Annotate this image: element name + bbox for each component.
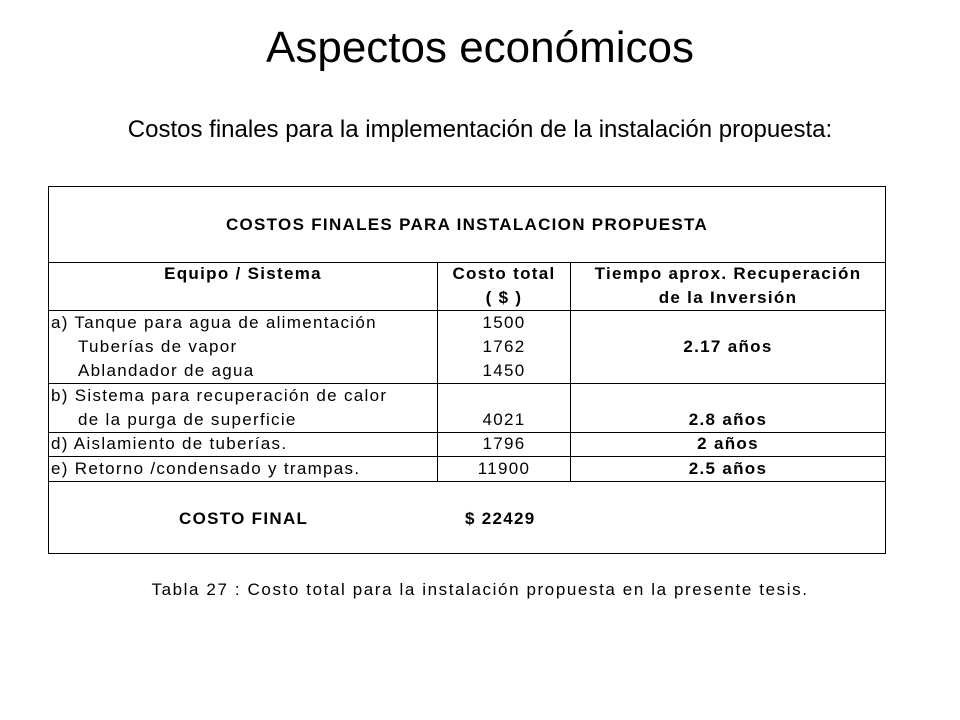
slide-subtitle: Costos finales para la implementación de la instalación propuesta: — [127, 116, 833, 143]
table-title: COSTOS FINALES PARA INSTALACION PROPUESTA — [225, 215, 709, 234]
total-label: COSTO FINAL — [179, 509, 309, 528]
header-costo: Costo total — [452, 264, 556, 283]
item-name: b) Sistema para recuperación de calor — [51, 386, 388, 405]
item-name: d) Aislamiento de tuberías. — [51, 434, 288, 453]
item-cost: 1500 — [482, 313, 526, 332]
header-equipo: Equipo / Sistema — [164, 264, 322, 283]
item-cost: 1796 — [482, 434, 526, 453]
header-tiempo: Tiempo aprox. Recuperación — [594, 264, 862, 283]
item-cost: 4021 — [482, 410, 526, 429]
item-recovery: 2.8 años — [688, 410, 768, 429]
item-name-continued: de la purga de superficie — [78, 410, 297, 429]
slide-title: Aspectos económicos — [266, 23, 694, 72]
header-tiempo-line2: de la Inversión — [658, 288, 798, 307]
item-name: e) Retorno /condensado y trampas. — [51, 459, 361, 478]
item-recovery: 2 años — [697, 434, 759, 453]
item-name: Ablandador de agua — [78, 361, 255, 380]
cost-table — [48, 186, 886, 554]
item-name: Tuberías de vapor — [78, 337, 238, 356]
item-recovery: 2.17 años — [683, 337, 773, 356]
total-value: $ 22429 — [465, 509, 536, 528]
table-divider — [49, 481, 885, 482]
item-cost: 1450 — [482, 361, 526, 380]
item-cost: 1762 — [482, 337, 526, 356]
header-costo-unit: ( $ ) — [485, 288, 523, 307]
item-name: a) Tanque para agua de alimentación — [51, 313, 377, 332]
item-recovery: 2.5 años — [688, 459, 768, 478]
table-caption: Tabla 27 : Costo total para la instalación propuesta en la presente tesis. — [151, 580, 809, 599]
item-cost: 11900 — [477, 459, 531, 478]
